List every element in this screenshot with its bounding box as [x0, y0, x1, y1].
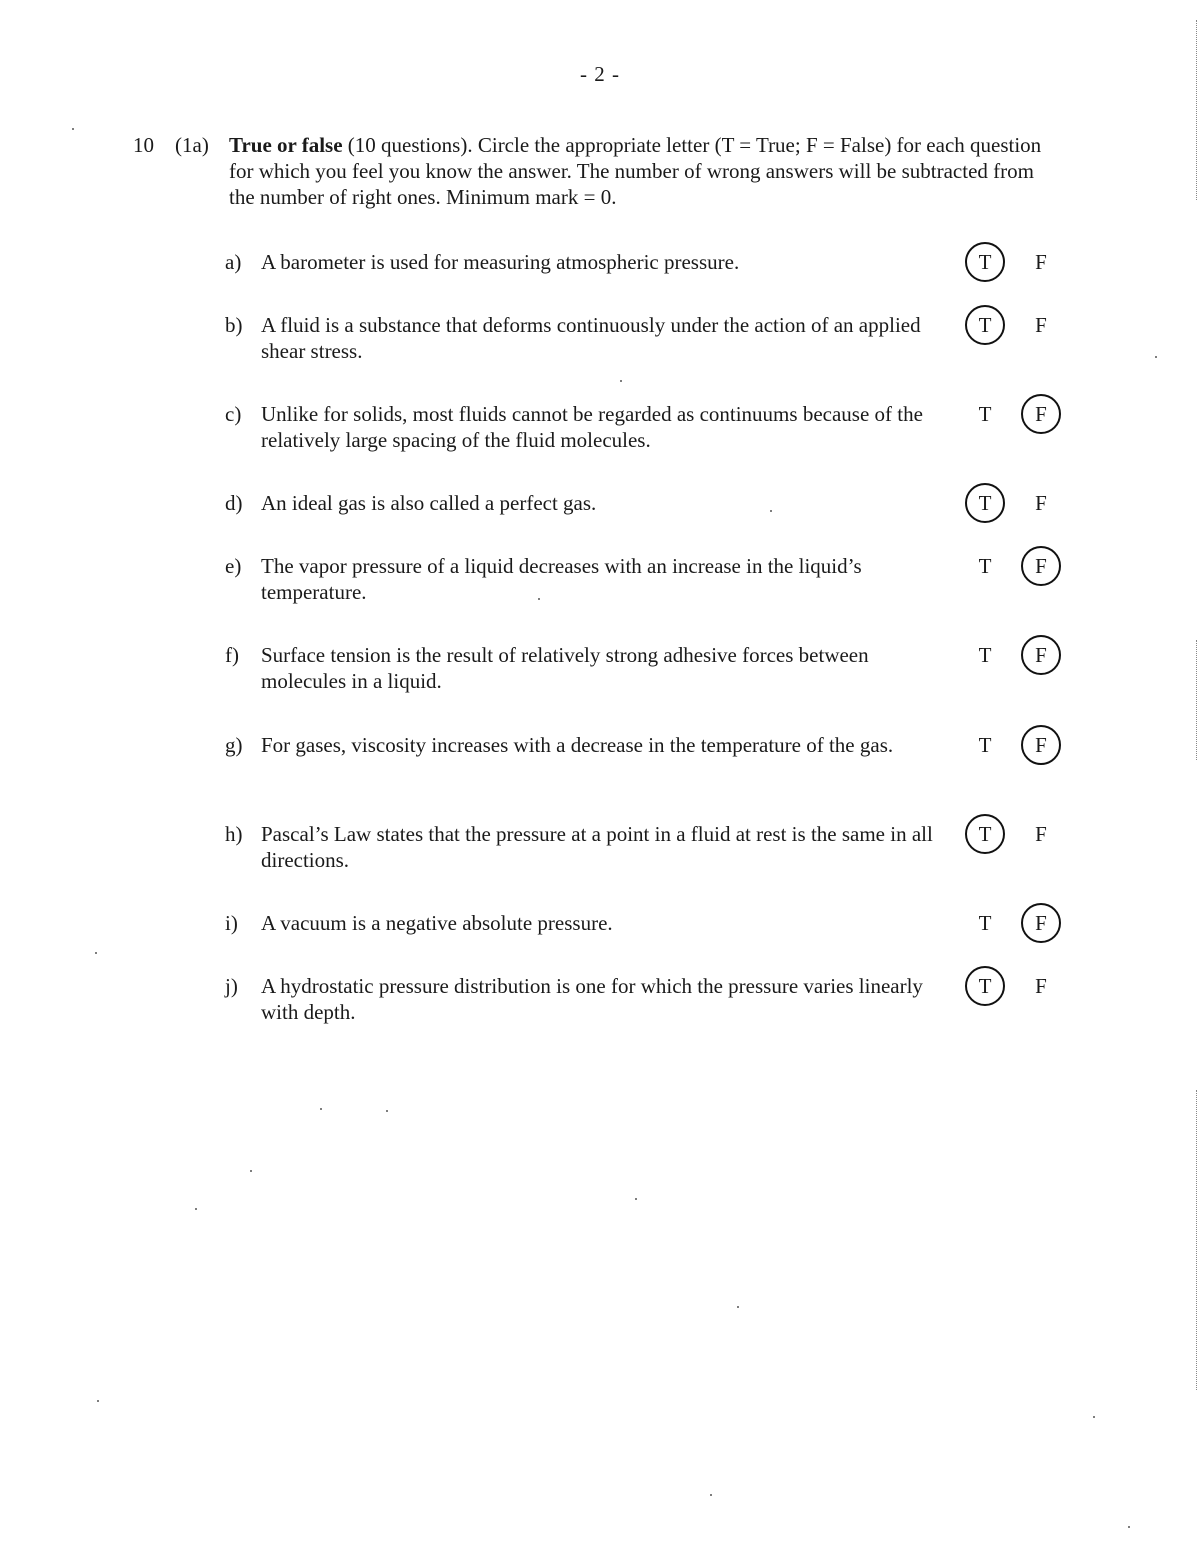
option-false[interactable]: F — [1035, 491, 1047, 515]
scan-speck — [538, 598, 540, 600]
scan-speck — [1093, 1416, 1095, 1418]
item-letter: a) — [225, 250, 242, 274]
item-text: A barometer is used for measuring atmospheric pressure. — [261, 250, 740, 274]
scan-speck — [635, 1198, 637, 1200]
item-text: For gases, viscosity increases with a decrease in the temperature of the gas. — [261, 733, 894, 757]
scan-speck — [710, 1494, 712, 1496]
option-true[interactable]: T — [965, 305, 1005, 345]
scan-speck — [95, 952, 97, 954]
option-false[interactable]: F — [1021, 546, 1061, 586]
item-text: An ideal gas is also called a perfect gas. — [261, 491, 597, 515]
option-true[interactable]: T — [965, 242, 1005, 282]
item-text: Pascal’s Law states that the pressure at a point in a fluid at rest is the same in all directions. — [261, 822, 933, 872]
option-false[interactable]: F — [1035, 313, 1047, 337]
item-text: The vapor pressure of a liquid decreases with an increase in the liquid’s temperature. — [261, 554, 862, 604]
option-false[interactable]: F — [1021, 394, 1061, 434]
item-letter: g) — [225, 733, 243, 757]
scan-edge-dots — [1195, 1090, 1197, 1390]
option-true[interactable]: T — [978, 554, 992, 578]
option-false[interactable]: F — [1035, 822, 1047, 846]
scan-speck — [386, 1110, 388, 1112]
page-number: - 2 - — [580, 62, 620, 86]
item-text: Surface tension is the result of relatively strong adhesive forces between molecules in a liquid. — [261, 643, 869, 693]
option-false[interactable]: F — [1021, 635, 1061, 675]
scan-edge-dots — [1195, 20, 1197, 200]
option-true[interactable]: T — [978, 643, 992, 667]
question-instructions — [229, 132, 1059, 210]
option-true[interactable]: T — [965, 483, 1005, 523]
question-number: 10 — [133, 133, 154, 157]
question-title: True or false — [229, 133, 343, 157]
item-text: A fluid is a substance that deforms continuously under the action of an applied shear stress. — [261, 313, 921, 363]
option-true[interactable]: T — [978, 402, 992, 426]
option-true[interactable]: T — [965, 814, 1005, 854]
option-false[interactable]: F — [1021, 725, 1061, 765]
scan-speck — [770, 510, 772, 512]
scan-speck — [1155, 356, 1157, 358]
item-text: A vacuum is a negative absolute pressure. — [261, 911, 613, 935]
item-letter: d) — [225, 491, 243, 515]
item-text: Unlike for solids, most fluids cannot be regarded as continuums because of the relatively large spacing of the fluid molecules. — [261, 402, 923, 452]
scan-speck — [737, 1306, 739, 1308]
item-text: A hydrostatic pressure distribution is one for which the pressure varies linearly with depth. — [261, 974, 923, 1024]
scan-speck — [72, 128, 74, 130]
option-true[interactable]: T — [965, 966, 1005, 1006]
option-false[interactable]: F — [1021, 903, 1061, 943]
scan-speck — [97, 1400, 99, 1402]
item-letter: e) — [225, 554, 242, 578]
item-letter: b) — [225, 313, 243, 337]
scan-speck — [1128, 1526, 1130, 1528]
instructions-text: (10 questions). Circle the appropriate letter (T = True; F = False) for each question for which you feel you know the answer. The number of wrong answers will be subtracted from the number of right ones. Minimum mark = 0. — [229, 133, 1042, 209]
option-true[interactable]: T — [978, 911, 992, 935]
scan-speck — [620, 380, 622, 382]
item-letter: i) — [225, 911, 238, 935]
item-letter: h) — [225, 822, 243, 846]
item-letter: c) — [225, 402, 242, 426]
option-false[interactable]: F — [1035, 974, 1047, 998]
scan-speck — [320, 1108, 322, 1110]
item-letter: f) — [225, 643, 239, 667]
option-true[interactable]: T — [978, 733, 992, 757]
item-letter: j) — [225, 974, 238, 998]
option-false[interactable]: F — [1035, 250, 1047, 274]
scan-speck — [250, 1170, 252, 1172]
question-part: (1a) — [175, 133, 209, 157]
scan-speck — [195, 1208, 197, 1210]
scan-edge-dots — [1195, 640, 1197, 760]
